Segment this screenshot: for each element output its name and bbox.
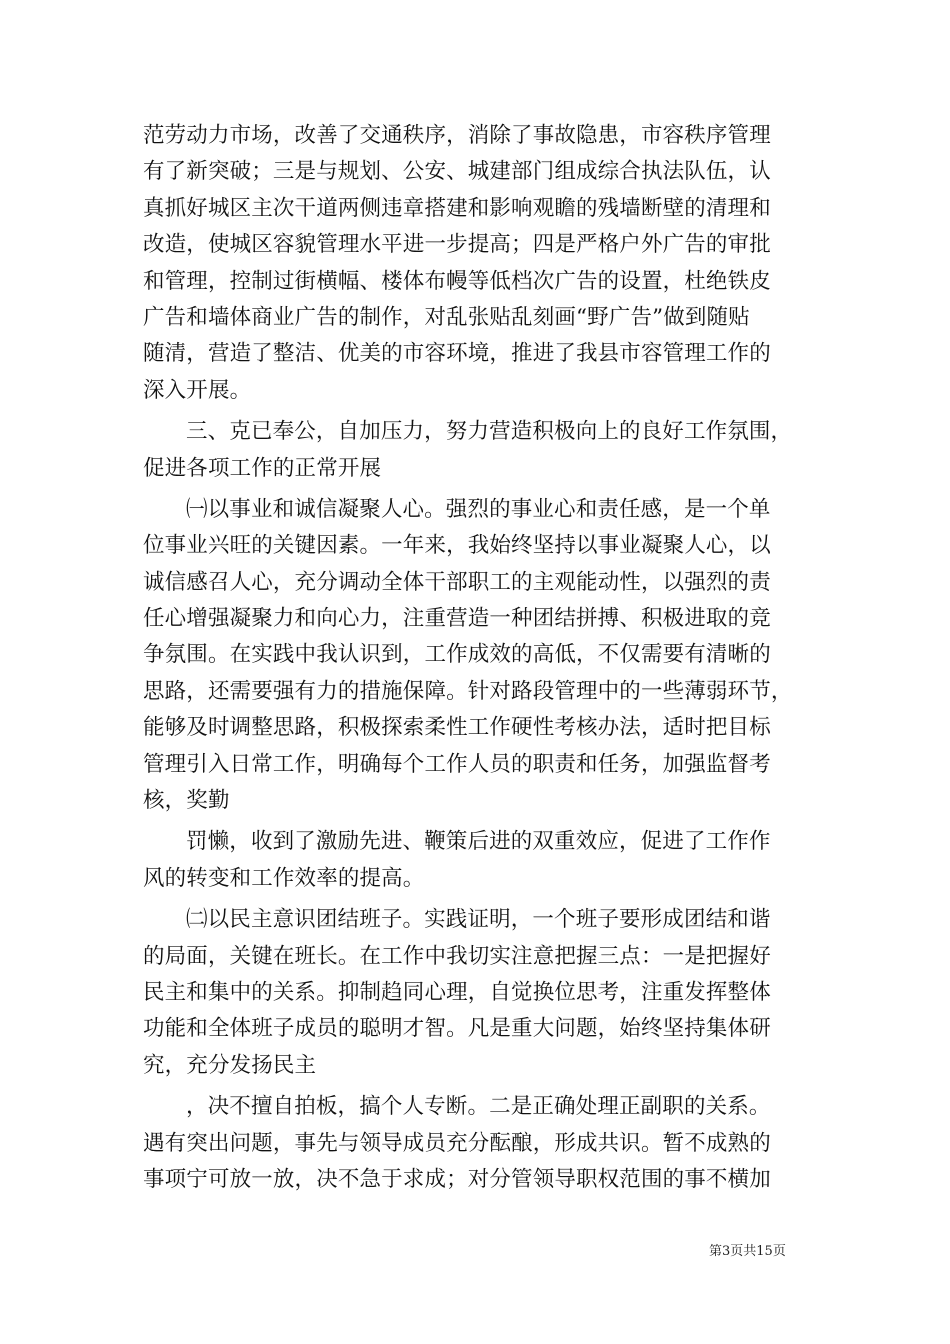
text-line: 民主和集中的关系。抑制趋同心理，自觉换位思考，注重发挥整体 xyxy=(143,979,771,1005)
text-line: 思路，还需要强有力的措施保障。针对路段管理中的一些薄弱环节， xyxy=(143,678,793,704)
text-line: 位事业兴旺的关键因素。一年来，我始终坚持以事业凝聚人心，以 xyxy=(143,533,771,559)
section-heading: 三、克已奉公，自加压力，努力营造积极向上的良好工作氛围， xyxy=(186,419,793,445)
text-line: 风的转变和工作效率的提高。 xyxy=(143,865,425,891)
text-line: 广告和墙体商业广告的制作，对乱张贴乱刻画“野广告”做到随贴 xyxy=(143,304,750,330)
section-heading-continued: 促进各项工作的正常开展 xyxy=(143,455,382,481)
text-line: 能够及时调整思路，积极探索柔性工作硬性考核办法，适时把目标 xyxy=(143,715,771,741)
text-line: 究，充分发扬民主 xyxy=(143,1052,317,1078)
text-line: 的局面，关键在班长。在工作中我切实注意把握三点：一是把握好 xyxy=(143,943,771,969)
text-line: 改造，使城区容貌管理水平进一步提高；四是严格户外广告的审批 xyxy=(143,232,771,258)
text-line: 管理引入日常工作，明确每个工作人员的职责和任务，加强监督考 xyxy=(143,751,771,777)
text-line: 诚信感召人心，充分调动全体干部职工的主观能动性，以强烈的责 xyxy=(143,569,771,595)
text-line: ㈡以民主意识团结班子。实践证明，一个班子要形成团结和谐 xyxy=(186,907,771,933)
text-line: 范劳动力市场，改善了交通秩序，消除了事故隐患，市容秩序管理 xyxy=(143,123,771,148)
text-line: 真抓好城区主次干道两侧违章搭建和影响观瞻的残墙断壁的清理和 xyxy=(143,195,771,221)
text-line: 遇有突出问题，事先与领导成员充分酝酿，形成共识。暂不成熟的 xyxy=(143,1130,771,1156)
text-line: 核，奖勤 xyxy=(143,788,230,814)
document-body xyxy=(143,118,809,1198)
text-line: 罚懒，收到了激励先进、鞭策后进的双重效应，促进了工作作 xyxy=(186,829,771,855)
page-number: 第3页共15页 xyxy=(709,1244,786,1259)
text-line: 功能和全体班子成员的聪明才智。凡是重大问题，始终坚持集体研 xyxy=(143,1016,771,1042)
text-line: 和管理，控制过街横幅、楼体布幔等低档次广告的设置，杜绝铁皮 xyxy=(143,268,771,294)
text-line: 争氛围。在实践中我认识到，工作成效的高低，不仅需要有清晰的 xyxy=(143,642,771,668)
text-line: 事项宁可放一放，决不急于求成；对分管领导职权范围的事不横加 xyxy=(143,1166,771,1192)
text-line: ，决不擅自拍板，搞个人专断。二是正确处理正副职的关系。 xyxy=(186,1094,771,1120)
text-line: 随清，营造了整洁、优美的市容环境，推进了我县市容管理工作的 xyxy=(143,341,771,367)
text-line: 有了新突破；三是与规划、公安、城建部门组成综合执法队伍，认 xyxy=(143,159,771,185)
text-line: ㈠以事业和诚信凝聚人心。强烈的事业心和责任感，是一个单 xyxy=(186,496,771,522)
text-line: 深入开展。 xyxy=(143,377,252,403)
text-line: 任心增强凝聚力和向心力，注重营造一种团结拼搏、积极进取的竞 xyxy=(143,606,771,632)
